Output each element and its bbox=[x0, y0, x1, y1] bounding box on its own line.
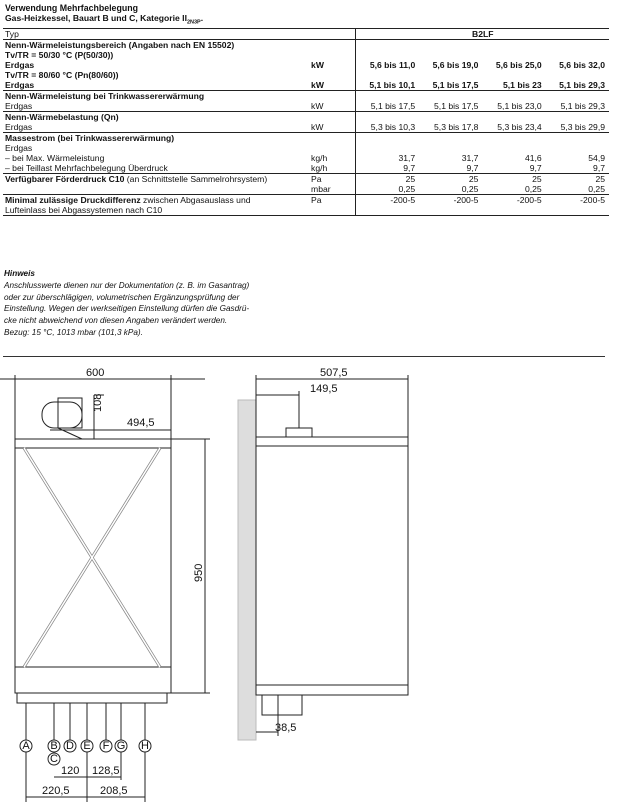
dim-depth: 507,5 bbox=[320, 367, 348, 379]
table-row: Minimal zulässige Druckdifferenz zwischen Abgasauslass und Pa -200-5 -200-5 -200-5 -200-5 bbox=[3, 194, 609, 205]
dim-128: 128,5 bbox=[92, 765, 120, 777]
dim-flue-height: 108 bbox=[92, 393, 104, 412]
dim-120: 120 bbox=[61, 765, 80, 777]
header-typ: Typ bbox=[3, 28, 309, 39]
table-row: Lufteinlass bei Abgassystemen nach C10 bbox=[3, 205, 609, 216]
dim-bottom-depth: 38,5 bbox=[275, 722, 297, 734]
table-row: mbar 0,25 0,25 0,25 0,25 bbox=[311, 183, 605, 194]
hint-note: Hinweis Anschlusswerte dienen nur der Dokumentation (z. B. im Gasantrag) oder zur überschlägigen, volumetrischen Ergänzungsprüfung der Einstellung. Wegen der werkseitigen Einstellung dürfen die Gasdrü- cke nicht abweichend von diesen Angaben verändert werden. Bezug: 15 °C, 1013 mbar (101,3 kPa). bbox=[4, 268, 304, 339]
section-divider bbox=[3, 356, 605, 357]
dim-flue-offset: 494,5 bbox=[127, 417, 155, 429]
boiler-front bbox=[15, 439, 171, 693]
conn-h: H bbox=[141, 740, 149, 752]
table-header-row bbox=[3, 28, 609, 39]
table-row: Tv/TR = 80/60 °C (Pn(80/60)) bbox=[3, 70, 609, 80]
conn-d: D bbox=[66, 740, 74, 752]
subheading-text: Gas-Heizkessel, Bauart B und C, Kategorie II bbox=[5, 13, 187, 23]
table-row: Tv/TR = 50/30 °C (P(50/30)) bbox=[3, 50, 609, 60]
table-row: Erdgas kW 5,3 bis 10,3 5,3 bis 17,8 5,3 bis 23,4 5,3 bis 29,9 bbox=[5, 121, 605, 132]
conn-g: G bbox=[116, 740, 126, 752]
table-row: Nenn-Wärmeleistung bei Trinkwassererwärmung bbox=[3, 90, 609, 101]
header-model: B2LF bbox=[356, 28, 609, 39]
wall-section bbox=[238, 400, 256, 740]
table-row: – bei Max. Wärmeleistung kg/h 31,7 31,7 41,6 54,9 bbox=[5, 152, 605, 163]
spec-table bbox=[3, 3, 609, 216]
table-row bbox=[3, 13, 609, 28]
hint-title: Hinweis bbox=[4, 269, 35, 278]
conn-b: B bbox=[50, 740, 58, 752]
subheading-subscript: 2N3P bbox=[186, 19, 201, 26]
conn-e: E bbox=[83, 740, 91, 752]
table-row: Verfügbarer Förderdruck C10 (an Schnittstelle Sammelrohrsystem) Pa 25 25 25 25 bbox=[3, 173, 609, 184]
table-row: Massestrom (bei Trinkwassererwärmung) bbox=[3, 132, 609, 143]
conn-c: C bbox=[50, 753, 58, 765]
table-row: Erdgas kW 5,1 bis 10,1 5,1 bis 17,5 5,1 bis 23 5,1 bis 29,3 bbox=[5, 79, 605, 90]
table-row: Nenn-Wärmebelastung (Qn) bbox=[3, 111, 609, 122]
table-row: Erdgas kW 5,6 bis 11,0 5,6 bis 19,0 5,6 bis 25,0 5,6 bis 32,0 bbox=[5, 59, 605, 70]
table-subheading: Gas-Heizkessel, Bauart B und C, Kategorie $II_{2N3P}$. bbox=[3, 13, 609, 28]
table-row: Erdgas kW 5,1 bis 17,5 5,1 bis 17,5 5,1 bis 23,0 5,1 bis 29,3 bbox=[5, 100, 605, 111]
table-row: Erdgas bbox=[3, 143, 609, 153]
table-row: Nenn-Wärmeleistungsbereich (Angaben nach EN 15502) bbox=[3, 39, 609, 50]
table-row: – bei Teillast Mehrfachbelegung Überdruck kg/h 9,7 9,7 9,7 9,7 bbox=[5, 162, 605, 173]
dimension-drawing bbox=[0, 360, 619, 811]
circled-labels bbox=[20, 740, 151, 765]
dim-width: 600 bbox=[86, 367, 105, 379]
conn-f: F bbox=[102, 740, 110, 752]
dim-flue-depth: 149,5 bbox=[310, 383, 338, 395]
dim-208: 208,5 bbox=[100, 785, 128, 797]
flue-elbow bbox=[42, 402, 82, 428]
section-heading: Verwendung Mehrfachbelegung bbox=[5, 3, 138, 13]
dim-220: 220,5 bbox=[42, 785, 70, 797]
boiler-side bbox=[256, 437, 408, 695]
dim-height: 950 bbox=[193, 563, 205, 582]
conn-a: A bbox=[22, 740, 30, 752]
table-row bbox=[3, 3, 609, 13]
